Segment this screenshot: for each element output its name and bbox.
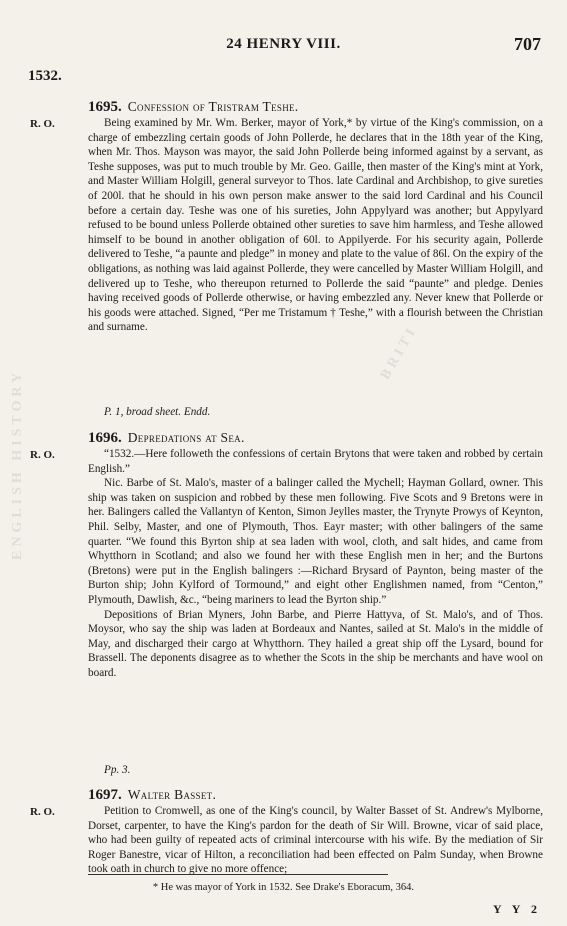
footnote: * He was mayor of York in 1532. See Drake's Eboracum, 364. — [152, 882, 415, 893]
entry-title: Depredations at Sea. — [127, 430, 245, 445]
page-number: 707 — [514, 34, 541, 54]
entry-number: 1697. — [88, 787, 122, 803]
signature-mark: Y Y 2 — [493, 902, 541, 916]
endorsement: P. 1, broad sheet. Endd. — [104, 406, 211, 418]
margin-source-note: R. O. — [30, 806, 55, 818]
paragraph: Being examined by Mr. Wm. Berker, mayor of York,* by virtue of the King's commission, on a charge of embezzling certain goods of John Pollerde, he declares that in the 18th year of the King, when Mr. Thos. Mayson was mayor, the said John Pollerde being informed against by a servant, as Teshe supposes, was put to much trouble by Mr. Geo. Gaille, then master of the King's mint at York, and Master William Holgill, general surveyor to Thos. late Cardinal and Archbishop, to give sureties of 200l. that he should in his own person make answer to the said lord Cardinal and his Council before a certain day. Teshe was one of his sureties, John Appylyard was another; but Appylyard refused to be bound unless Pollerde obtained other sureties to save him harmless, and Teshe allowed himself to be bound in another obligation of 60l. to Appilyerde. For his security again, Pollerde delivered to Teshe, “a paunte and pledge” in money and plate to the value of 86l. On the expiry of the obligations, as nothing was laid against Pollerde, they were cancelled by Master William Holgill, and delivered up to Teshe, who thereupon returned to Pollerde the said “paunte” and pledge. Denies having received goods of Pollerde otherwise, or having embezzled any. Never knew that Pollerde or his goods were attached. Signed, “Per me Tristamum † Teshe,” with a flourish between the Christian and surname. — [88, 117, 543, 334]
margin-source-note: R. O. — [30, 449, 55, 461]
paragraph: “1532.—Here followeth the confessions of certain Brytons that were taken and robbed by certain English.” — [88, 448, 543, 475]
paragraph: Nic. Barbe of St. Malo's, master of a balinger called the Mychell; Hayman Gollard, owner. This ship was taken on suspicion and robbed by these men following. Five Scots and 9 Bretons were in her. Balingers called the Vallantyn of Kenton, Simon Jeylles master, the Trynyte Prowys of Keynton, Phil. Selby, Master, and one of Plymouth, Thos. Eayr master; with other balingers of the same quarter. “We found this Byrton ship at sea laden with wool, cloth, and salt hides, and came from Whytthorn in Scotland; and also we found her with these English men in her; and the Burtons (Bretons) were put in the English balingers :—Richard Brysard of Paynton, being master of the Burton ship; John Kylford of Tormound,” and eight other Englishmen named, from “Centon,” Plymouth, Dawlish, &c., “being mariners to lead the Byrton ship.” — [88, 477, 543, 606]
footnote-rule — [88, 874, 388, 875]
entry-body — [88, 804, 543, 877]
running-title: 24 HENRY VIII. — [226, 36, 341, 52]
entry-heading — [88, 787, 216, 804]
entry-body — [88, 116, 543, 335]
entry-body — [88, 447, 543, 681]
watermark: BRITI — [377, 323, 421, 383]
paragraph: Depositions of Brian Myners, John Barbe, and Pierre Hattyva, of St. Malo's, and of Thos. Moysor, who say the ship was laden at Bordeaux and Nantes, sailed at St. Malo's in the middle of May, and discharged their cargo at Whytthorn. They hailed a great ship off the Lysard, bound for Brassell. The deponents disagree as to whether the Scots in the ship be merchants and have wool on board. — [88, 608, 543, 679]
entry-number: 1695. — [88, 99, 122, 115]
endorsement: Pp. 3. — [104, 764, 131, 776]
entry-title: Confession of Tristram Teshe. — [127, 99, 299, 114]
entry-heading — [88, 430, 245, 447]
entry-title: Walter Basset. — [127, 787, 217, 802]
page-header — [0, 36, 567, 58]
entry-number: 1696. — [88, 430, 122, 446]
year-label: 1532. — [28, 68, 62, 84]
margin-source-note: R. O. — [30, 118, 55, 130]
paragraph: Petition to Cromwell, as one of the King's council, by Walter Basset of St. Andrew's Mylborne, Dorset, carpenter, to have the King's pardon for the death of Sir Will. Browne, vicar of said place, who had been guilty of repeated acts of criminal intercourse with his wife. By the mediation of Sir Roger Banestre, vicar of Hilton, a reconciliation had been effected on Palm Sunday, when Browne took oath in church to give no more offence; — [88, 805, 543, 876]
entry-heading — [88, 99, 298, 116]
watermark: ENGLISH HISTORY — [10, 368, 25, 560]
